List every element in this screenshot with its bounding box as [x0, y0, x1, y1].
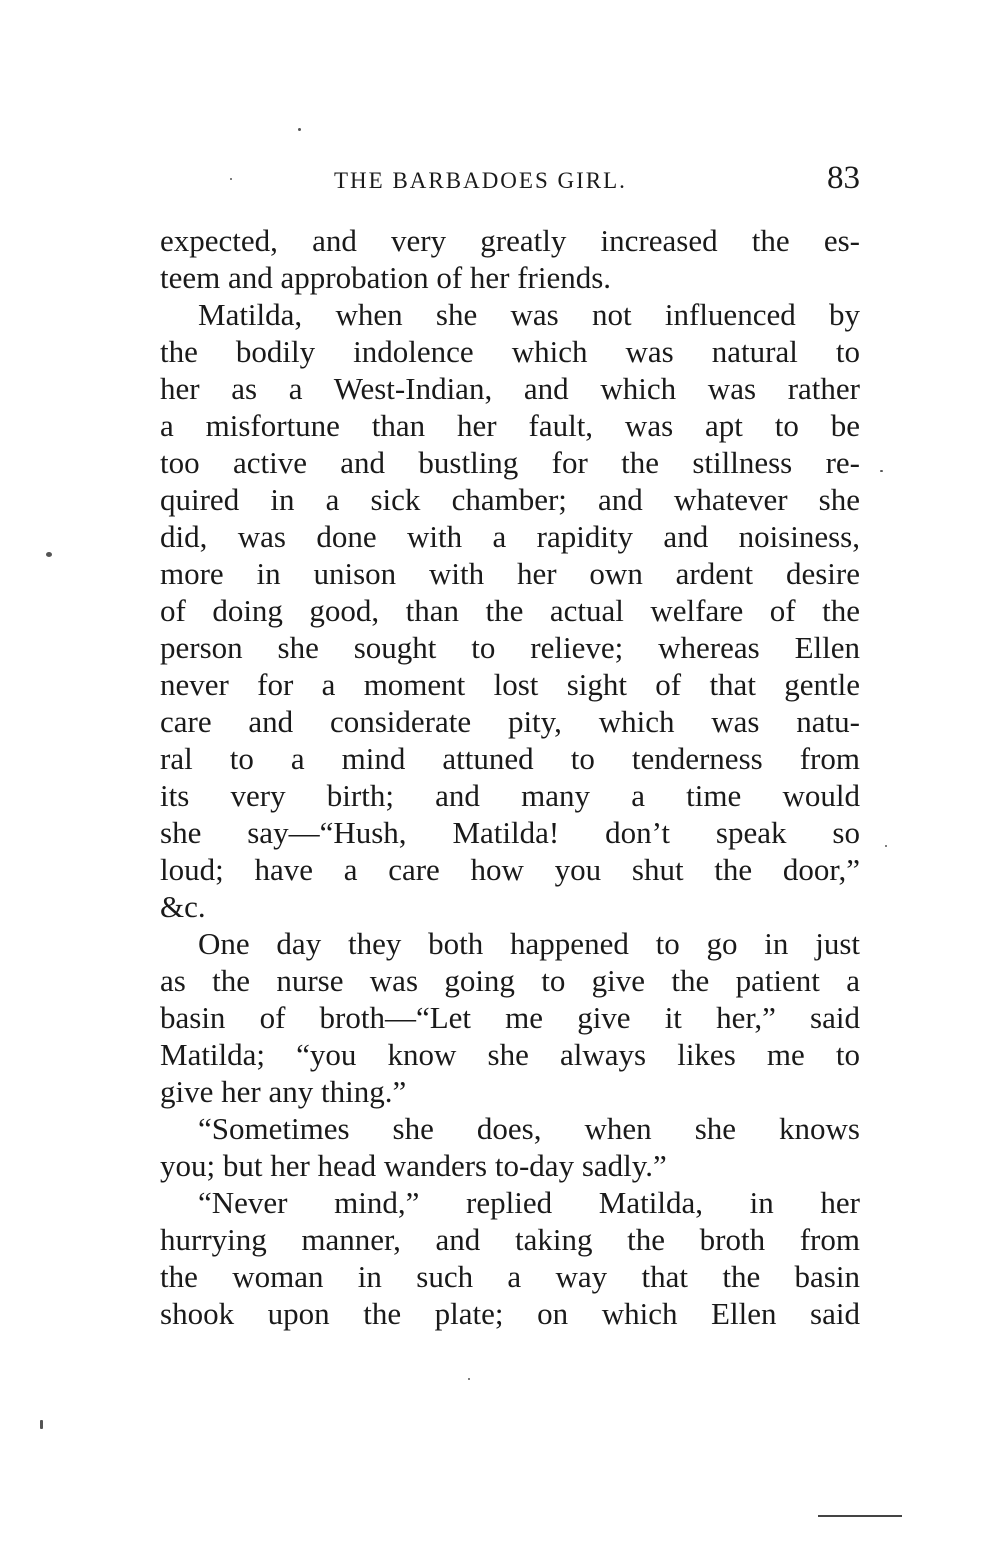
text-line: its very birth; and many a time would	[160, 778, 860, 813]
text-line: a misfortune than her fault, was apt to be	[160, 408, 860, 443]
text-line: expected, and very greatly increased the es-	[160, 223, 860, 258]
scan-speck	[885, 845, 887, 847]
text-line: too active and bustling for the stillness re-	[160, 445, 860, 480]
text-line: care and considerate pity, which was natu-	[160, 704, 860, 739]
scan-speck	[880, 470, 883, 472]
running-title: THE BARBADOES GIRL.	[334, 168, 627, 193]
text-line: teem and approbation of her friends.	[160, 260, 612, 295]
text-line: as the nurse was going to give the patient a	[160, 963, 860, 998]
text-line: Matilda, when she was not influenced by	[198, 297, 860, 332]
page-header	[160, 158, 860, 198]
text-line: &c.	[160, 889, 206, 924]
scan-speck	[468, 1378, 470, 1380]
text-line: loud; have a care how you shut the door,”	[160, 852, 860, 887]
text-line: hurrying manner, and taking the broth from	[160, 1222, 860, 1257]
text-line: quired in a sick chamber; and whatever she	[160, 482, 860, 517]
text-line: of doing good, than the actual welfare of the	[160, 593, 860, 628]
text-line: give her any thing.”	[160, 1074, 407, 1109]
scan-speck	[40, 1420, 43, 1429]
text-line: never for a moment lost sight of that gentle	[160, 667, 860, 702]
text-line: Matilda; “you know she always likes me to	[160, 1037, 860, 1072]
text-line: “Sometimes she does, when she knows	[198, 1111, 860, 1146]
scan-speck	[230, 178, 232, 180]
bottom-rule	[818, 1515, 902, 1517]
text-line: ral to a mind attuned to tenderness from	[160, 741, 860, 776]
text-line: “Never mind,” replied Matilda, in her	[198, 1185, 860, 1220]
text-line: shook upon the plate; on which Ellen said	[160, 1296, 860, 1331]
text-line: more in unison with her own ardent desire	[160, 556, 860, 591]
scan-speck	[298, 128, 301, 131]
text-line: she say—“Hush, Matilda! don’t speak so	[160, 815, 860, 850]
page-number: 83	[827, 160, 860, 196]
text-line: basin of broth—“Let me give it her,” said	[160, 1000, 860, 1035]
text-line: you; but her head wanders to-day sadly.”	[160, 1148, 667, 1183]
text-line: One day they both happened to go in just	[198, 926, 860, 961]
text-line: did, was done with a rapidity and noisiness,	[160, 519, 860, 554]
text-line: her as a West-Indian, and which was rather	[160, 371, 860, 406]
text-line: the woman in such a way that the basin	[160, 1259, 860, 1294]
text-line: person she sought to relieve; whereas Ellen	[160, 630, 860, 665]
text-line: the bodily indolence which was natural to	[160, 334, 860, 369]
scan-speck	[46, 552, 52, 557]
body-text	[160, 222, 860, 1332]
